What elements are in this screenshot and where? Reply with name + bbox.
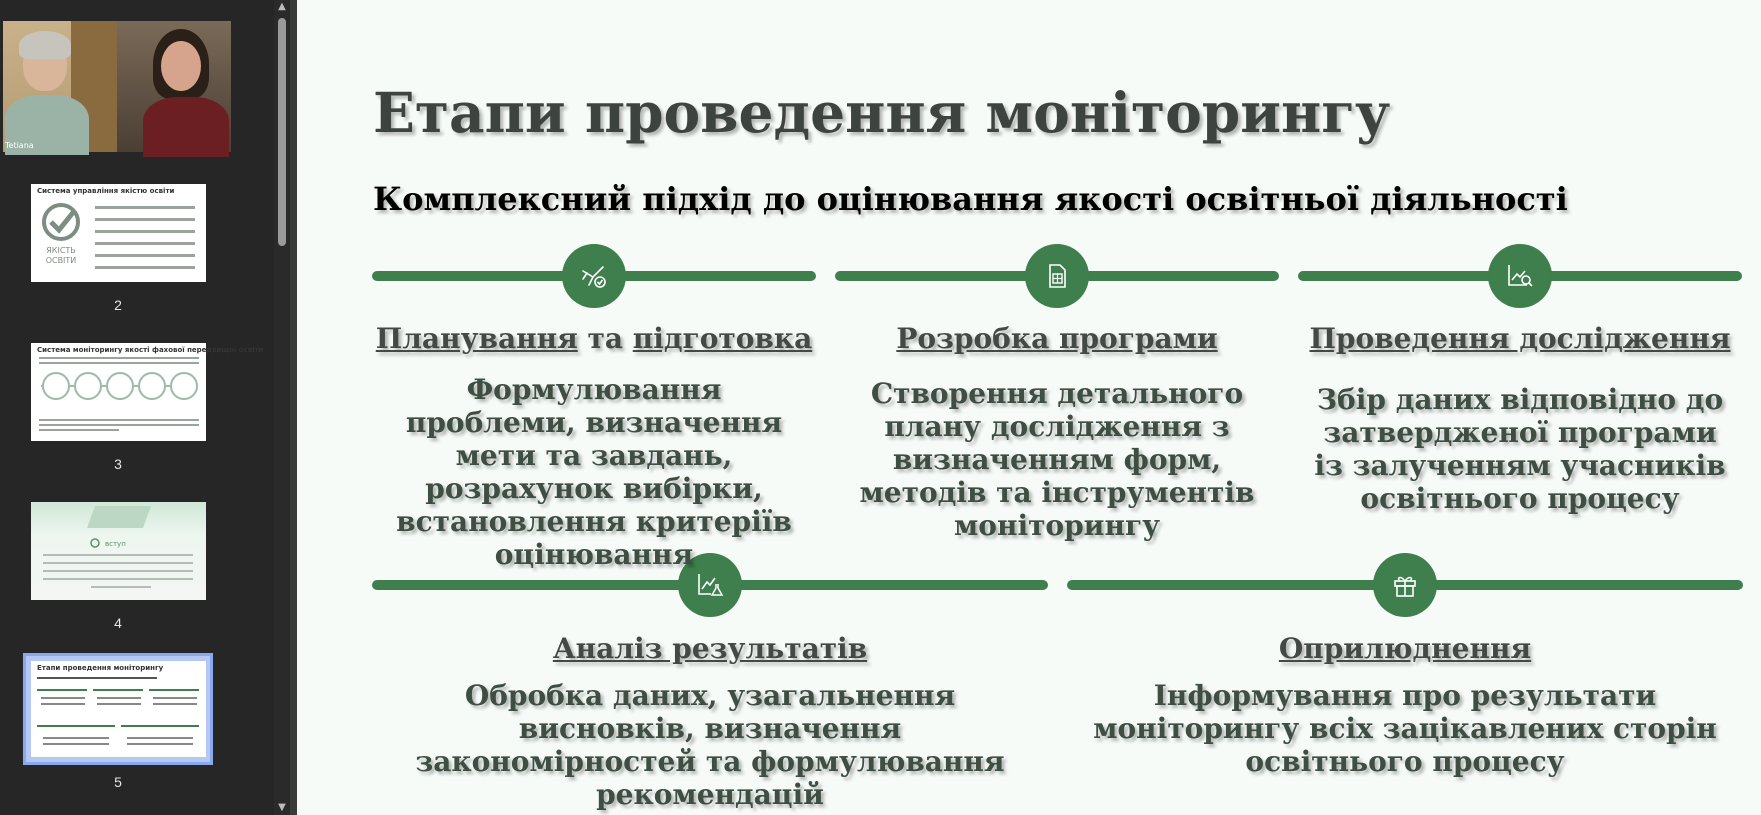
slide-thumbnail-2[interactable]: Система управління якістю освіти ЯКІСТЬ ОСВІТИ [31, 184, 206, 282]
stage-1-description: Формулювання проблеми, визначення мети та завдань, розрахунок вибірки, встановлення критеріїв оцінювання [396, 373, 792, 571]
webcam-name-label: Tetiana [5, 141, 34, 150]
slide-thumbnail-panel [0, 0, 274, 815]
stage-5-description: Інформування про результати моніторингу всіх зацікавлених сторін освітнього процесу [1093, 679, 1717, 778]
slide-canvas [297, 0, 1761, 815]
stage-1-circle [562, 244, 626, 308]
slide-thumbnail-4[interactable] [31, 502, 206, 600]
chart-flask-icon [695, 570, 725, 600]
document-grid-icon [1042, 261, 1072, 291]
scrollbar-thumb[interactable] [278, 18, 286, 246]
participant-video-1 [11, 37, 83, 152]
slide-title: Етапи проведення моніторингу [373, 80, 1391, 145]
slide-thumbnail-5[interactable]: Етапи проведення моніторингу [31, 661, 206, 757]
stage-1-title: Планування та підготовка [375, 322, 813, 355]
slide-number-5: 5 [114, 774, 122, 790]
gift-icon [1390, 570, 1420, 600]
stage-4-title: Аналіз результатів [552, 632, 868, 665]
slide-thumbnail-3[interactable]: Система моніторингу якості фахової передвищої освіти [31, 343, 206, 441]
stage-5-title: Оприлюднення [1278, 632, 1532, 665]
stage-2-title: Розробка програми [896, 322, 1218, 355]
stage-5-circle [1373, 553, 1437, 617]
process-circles-icon [41, 371, 197, 401]
stage-3-circle [1488, 244, 1552, 308]
chart-search-icon [1505, 261, 1535, 291]
stage-4-description: Обробка даних, узагальнення висновків, визначення закономірностей та формулювання рекомендацій [415, 679, 1005, 811]
scroll-down-arrow-icon[interactable]: ▼ [278, 802, 286, 813]
slide-number-4: 4 [114, 615, 122, 631]
svg-text:вступ: вступ [105, 540, 126, 548]
slide-subtitle: Комплексний підхід до оцінювання якості освітньої діяльності [373, 180, 1568, 218]
participant-video-2 [143, 29, 227, 152]
stage-3-description: Збір даних відповідно до затвердженої програми із залученням учасників освітнього процесу [1314, 383, 1726, 515]
webcam-video [3, 21, 231, 152]
plane-check-icon [579, 261, 609, 291]
stage-2-description: Створення детального плану дослідження з визначенням форм, методів та інструментів моніторингу [859, 377, 1255, 542]
checkmark-icon [39, 202, 83, 242]
stage-3-title: Проведення дослідження [1309, 322, 1731, 355]
panel-divider[interactable] [290, 0, 297, 815]
scroll-up-arrow-icon[interactable]: ▲ [278, 1, 286, 12]
slide-number-2: 2 [114, 297, 122, 313]
slide-number-3: 3 [114, 456, 122, 472]
stage-2-circle [1025, 244, 1089, 308]
thumbnail-scrollbar[interactable] [274, 0, 290, 815]
